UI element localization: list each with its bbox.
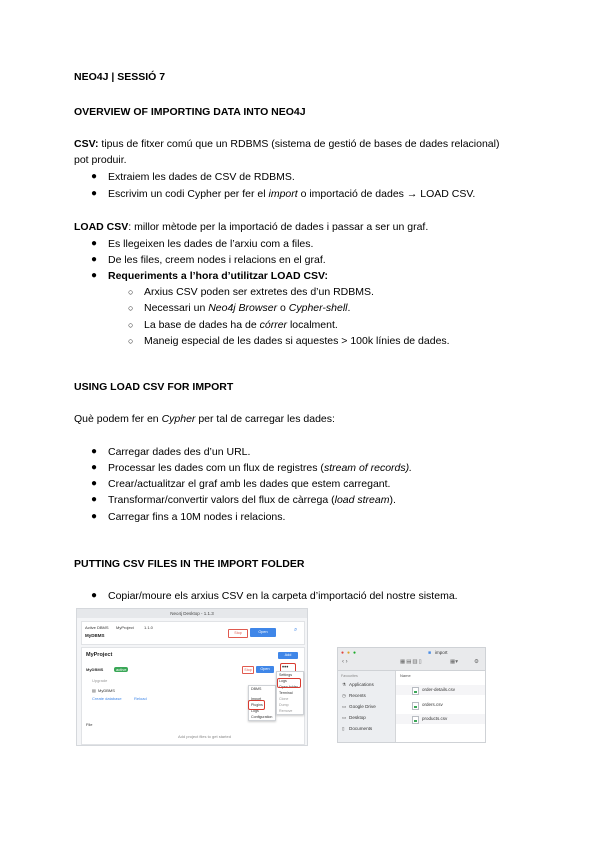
applications-icon: ⚗ [342,682,347,687]
project-panel: MyProject Add MyDBMS active Stop Open ••• Upgrade ▤ MyDBMS Create database Reload File Add project files to get started DBMS Import Plugins Logs Configuration Settings Logs Open folder Terminal Clone Dump Remove [81,647,305,745]
arrange-icon[interactable]: ▦▾ [450,659,458,665]
window-title: Neo4j Desktop - 1.1.3 [77,609,307,618]
list-item: ● Carregar fins a 10M nodes i relacions. [91,511,286,523]
open-folder-highlight [277,678,301,688]
file-row[interactable]: order-details.csv [396,685,485,695]
add-button[interactable]: Add [278,652,298,659]
dbms-row[interactable]: MyDBMS [86,667,104,672]
active-dbms-bar: Active DBMS MyProject 1.1.0 MyDBMS Stop Open ⌕ [81,621,305,645]
name-column-header[interactable]: Name [400,673,411,678]
sidebar-item-desktop[interactable]: Desktop [349,715,366,720]
menu-item-logs[interactable]: Logs [251,709,259,713]
overview-heading: OVERVIEW OF IMPORTING DATA INTO NEO4J [74,106,306,118]
menu-item-dbms[interactable]: DBMS [251,687,262,691]
file-row[interactable]: orders.csv [396,700,485,710]
finder-screenshot [337,647,486,743]
gear-icon[interactable]: ⚙ [474,659,479,665]
menu-item-dump[interactable]: Dump [279,703,289,707]
empty-files-text: Add project files to get started [178,734,231,739]
circle-bullet-icon: ○ [128,287,134,297]
reload-link[interactable]: Reload [134,696,147,701]
stop-button[interactable]: Stop [228,629,248,638]
recents-icon: ◷ [342,693,347,698]
upgrade-label: Upgrade [92,678,108,683]
bullet-icon: ● [91,478,98,489]
menu-item-open-folder[interactable]: Open folder [279,685,298,689]
bullet-icon: ● [91,188,98,199]
search-icon[interactable]: ⌕ [294,627,298,633]
bullet-icon: ● [91,590,98,601]
list-item: ● Requeriments a l’hora d’utilitzar LOAD CSV: [91,270,328,282]
drive-icon: ▭ [342,704,347,709]
menu-item-plugins[interactable]: Plugins [251,703,263,707]
load-csv-definition: LOAD CSV: millor mètode per la importació de dades i passar a ser un graf. [74,221,429,233]
list-item: ● Escrivim un codi Cypher per fer el import o importació de dades → LOAD CSV. [91,188,476,200]
folder-name: import [435,650,448,655]
sub-list-item: ○ Arxius CSV poden ser extretes des d’un RDBMS. [128,286,374,298]
import-highlight [248,700,265,710]
sidebar-section-label: Favourites [341,674,358,678]
close-dot-icon[interactable]: ● [341,650,345,656]
folder-icon: ■ [428,650,432,656]
sidebar-item-applications[interactable]: Applications [349,682,374,687]
bullet-icon: ● [91,171,98,182]
using-heading: USING LOAD CSV FOR IMPORT [74,381,234,393]
bullet-icon: ● [91,511,98,522]
csv-def-line1: tipus de fitxer comú que un RDBMS (sistema de gestió de bases de dades relacional) [98,138,500,150]
menu-item-settings[interactable]: Settings [279,673,292,677]
more-icon[interactable]: ••• [282,665,289,671]
menu-item-terminal[interactable]: Terminal [279,691,293,695]
zoom-dot-icon[interactable]: ● [353,650,357,656]
menu-item-logs-sub[interactable]: Logs [279,679,287,683]
using-intro: Què podem fer en Cypher per tal de carregar les dades: [74,413,335,425]
back-icon[interactable]: ‹ › [342,659,348,665]
menu-item-configuration[interactable]: Configuration [251,715,273,719]
stop-small-button[interactable]: Stop [242,666,254,674]
file-row[interactable]: products.csv [396,714,485,724]
database-icon: ▤ [92,688,96,693]
view-mode-icons[interactable]: ▦▤▥▯ [400,659,423,665]
bullet-icon: ● [91,270,98,281]
circle-bullet-icon: ○ [128,320,134,330]
sidebar-item-documents[interactable]: Documents [349,726,373,731]
menu-item-clone[interactable]: Clone [279,697,289,701]
list-item: ● Crear/actualitzar el graf amb les dades que estem carregant. [91,478,391,490]
csv-term: CSV: [74,138,99,150]
load-csv-term: LOAD CSV [74,221,129,233]
project-title: MyProject [86,652,113,658]
list-item: ● Copiar/moure els arxius CSV en la carpeta d’importació del nostre sistema. [91,590,458,602]
desktop-icon: ▭ [342,715,347,720]
sub-list-item: ○ La base de dades ha de córrer localment. [128,319,338,331]
list-item: ● De les files, creem nodes i relacions en el graf. [91,254,326,266]
list-item: ● Es llegeixen les dades de l’arxiu com a files. [91,238,314,250]
list-item: ● Extraiem les dades de CSV de RDBMS. [91,171,295,183]
list-item: ● Transformar/convertir valors del flux de càrrega (load stream). [91,494,396,506]
putting-heading: PUTTING CSV FILES IN THE IMPORT FOLDER [74,558,305,570]
csv-definition [74,136,534,168]
bullet-icon: ● [91,254,98,265]
csv-def-line2: pot produir. [74,154,127,166]
sidebar-item-recents[interactable]: Recents [349,693,366,698]
bullet-icon: ● [91,446,98,457]
neo4j-desktop-screenshot [76,608,308,746]
csv-file-icon [412,716,419,724]
finder-toolbar [338,648,485,671]
sidebar-item-google-drive[interactable]: Google Drive [349,704,376,709]
sub-list-item: ○ Necessari un Neo4j Browser o Cypher-shell. [128,302,351,314]
bullet-icon: ● [91,462,98,473]
list-item: ● Carregar dades des d’un URL. [91,446,251,458]
file-section-label: File [86,722,93,727]
csv-file-icon [412,687,419,695]
csv-file-icon [412,702,419,710]
finder-sidebar [338,671,396,742]
circle-bullet-icon: ○ [128,303,134,313]
active-badge: active [116,667,127,672]
bullet-icon: ● [91,494,98,505]
open-small-button[interactable]: Open [256,666,274,673]
circle-bullet-icon: ○ [128,336,134,346]
bullet-icon: ● [91,238,98,249]
minimize-dot-icon[interactable]: ● [347,650,351,656]
db-name: MyDBMS [85,633,105,638]
create-database-link[interactable]: Create database [92,696,122,701]
documents-icon: ▯ [342,726,345,731]
sub-list-item: ○ Maneig especial de les dades si aquestes > 100k línies de dades. [128,335,450,347]
open-button[interactable]: Open [250,628,276,637]
list-item: ● Processar les dades com un flux de registres (stream of records). [91,462,413,474]
page-title: NEO4J | SESSIÓ 7 [74,71,166,83]
menu-item-remove[interactable]: Remove [279,709,293,713]
menu-item-import[interactable]: Import [251,697,262,701]
